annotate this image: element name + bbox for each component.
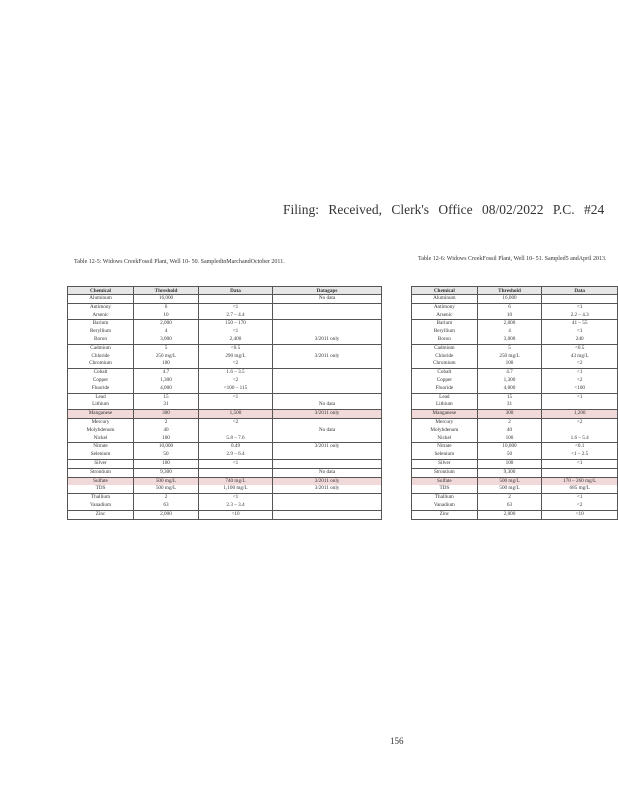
table-cell: Lithium xyxy=(68,401,134,409)
table-cell: Chromium xyxy=(412,360,478,368)
table-cell xyxy=(273,369,382,377)
table-row xyxy=(412,377,618,385)
table-row xyxy=(68,320,382,328)
table-row xyxy=(412,485,618,493)
table-row xyxy=(412,427,618,435)
table-row xyxy=(68,494,382,502)
table-cell: Nitrate xyxy=(412,443,478,451)
table-cell: 500 mg/L xyxy=(477,485,542,493)
table-cell: 240 xyxy=(542,336,618,344)
table-cell: Lithium xyxy=(412,401,478,409)
table-cell: <0.1 xyxy=(542,443,618,451)
table-cell: 4,000 xyxy=(477,385,542,393)
table-cell xyxy=(199,468,273,477)
table-cell: No data xyxy=(273,468,382,477)
table-cell: 4.7 xyxy=(477,369,542,377)
table-row xyxy=(68,353,382,361)
table-cell: 50 xyxy=(134,451,199,459)
table-cell: <10 xyxy=(199,510,273,519)
table-cell: <0.5 xyxy=(199,344,273,352)
table-cell: Aluminum xyxy=(412,295,478,304)
table-cell: 300 xyxy=(134,410,199,419)
table-cell: <1 xyxy=(542,303,618,311)
table-row xyxy=(412,510,618,519)
table-cell: 15 xyxy=(134,393,199,401)
table-header-row xyxy=(412,287,618,295)
table-cell: Selenium xyxy=(68,451,134,459)
table-row xyxy=(68,510,382,519)
table-cell: <2 xyxy=(542,502,618,510)
table-cell: Sulfate xyxy=(412,477,478,485)
table-cell: <2 xyxy=(542,360,618,368)
table-cell: <10 xyxy=(542,510,618,519)
table-cell: 40 xyxy=(134,427,199,435)
table-cell: <2 xyxy=(542,377,618,385)
table-cell: <1 xyxy=(542,369,618,377)
table-cell: 9,300 xyxy=(134,468,199,477)
table-cell: Nitrate xyxy=(68,443,134,451)
table-cell: Arsenic xyxy=(412,312,478,320)
table-cell: 1,300 xyxy=(477,377,542,385)
table-row xyxy=(412,303,618,311)
table-row xyxy=(68,312,382,320)
table-cell: Antimony xyxy=(412,303,478,311)
table-cell: <2 xyxy=(542,418,618,426)
table-cell: 2,000 xyxy=(477,320,542,328)
table-cell: 4,000 xyxy=(134,385,199,393)
table-cell: 2.2 – 4.3 xyxy=(542,312,618,320)
column-header: Threshold xyxy=(477,287,542,295)
table-cell: Silver xyxy=(68,459,134,468)
table-row xyxy=(412,295,618,304)
table-cell: 16,000 xyxy=(134,295,199,304)
table-row xyxy=(412,369,618,377)
table-row xyxy=(68,295,382,304)
table-cell: 100 xyxy=(477,435,542,443)
table-cell xyxy=(273,328,382,336)
table-cell: Copper xyxy=(68,377,134,385)
table-cell xyxy=(542,401,618,409)
table-cell: 3/2011 only xyxy=(273,485,382,493)
table-cell: 685 mg/L xyxy=(542,485,618,493)
table-cell: <1 – 2.5 xyxy=(542,451,618,459)
table-cell: 63 xyxy=(477,502,542,510)
table-cell: 10,000 xyxy=(477,443,542,451)
table-cell: <1 xyxy=(199,459,273,468)
column-header: Data xyxy=(199,287,273,295)
table-cell: 10 xyxy=(134,312,199,320)
table-cell: TDS xyxy=(412,485,478,493)
table-cell: Vanadium xyxy=(68,502,134,510)
table-cell xyxy=(273,303,382,311)
table-row xyxy=(68,410,382,419)
table-cell: Thallium xyxy=(68,494,134,502)
table-cell: 3/2011 only xyxy=(273,443,382,451)
table-cell: 100 xyxy=(477,459,542,468)
table-cell: 16,000 xyxy=(477,295,542,304)
table-cell: <1 xyxy=(542,459,618,468)
column-header: Data xyxy=(542,287,618,295)
table-row xyxy=(68,393,382,401)
table-cell xyxy=(542,468,618,477)
table-cell xyxy=(273,435,382,443)
table-cell: 4 xyxy=(134,328,199,336)
table-row xyxy=(68,477,382,485)
table-row xyxy=(412,385,618,393)
table-cell: Strontium xyxy=(412,468,478,477)
table-cell xyxy=(542,427,618,435)
table-cell xyxy=(273,385,382,393)
table-row xyxy=(412,477,618,485)
table-cell: Strontium xyxy=(68,468,134,477)
table-cell: No data xyxy=(273,401,382,409)
table-cell: 31 xyxy=(134,401,199,409)
table-12-6 xyxy=(411,286,618,520)
table-cell: Cobalt xyxy=(68,369,134,377)
table-cell xyxy=(273,360,382,368)
table-cell: 10,000 xyxy=(134,443,199,451)
table-cell: 43 mg/L xyxy=(542,353,618,361)
table-row xyxy=(68,435,382,443)
table-row xyxy=(68,377,382,385)
table-cell xyxy=(273,451,382,459)
table-cell: 3/2011 only xyxy=(273,477,382,485)
table-cell: Boron xyxy=(68,336,134,344)
table-cell: 5.8 – 7.6 xyxy=(199,435,273,443)
table-cell: <100 – 115 xyxy=(199,385,273,393)
table-cell: 1,100 mg/L xyxy=(199,485,273,493)
table-cell xyxy=(199,295,273,304)
table-cell: 40 xyxy=(477,427,542,435)
table-caption-12-5: Table 12-5: Widows CreekFossil Plant, Well 10- 50. SampledinMarchandOctober 2011. xyxy=(74,259,285,265)
table-row xyxy=(412,336,618,344)
table-cell: 9,300 xyxy=(477,468,542,477)
table-cell: Sulfate xyxy=(68,477,134,485)
table-cell: <2 xyxy=(199,360,273,368)
table-cell: 170 – 260 mg/L xyxy=(542,477,618,485)
table-cell: 41 – 55 xyxy=(542,320,618,328)
table-cell: 50 xyxy=(477,451,542,459)
table-cell xyxy=(273,502,382,510)
table-cell: Mercury xyxy=(68,418,134,426)
table-cell: 3/2011 only xyxy=(273,410,382,419)
table-cell: 15 xyxy=(477,393,542,401)
table-cell: 2.7 – 4.4 xyxy=(199,312,273,320)
table-row xyxy=(68,385,382,393)
table-cell: Manganese xyxy=(68,410,134,419)
column-header: Chemical xyxy=(68,287,134,295)
table-row xyxy=(412,418,618,426)
table-cell: <1 xyxy=(199,393,273,401)
table-cell: 5 xyxy=(477,344,542,352)
table-12-5 xyxy=(67,286,382,520)
table-cell: Nickel xyxy=(68,435,134,443)
table-cell: Molybdenum xyxy=(68,427,134,435)
table-cell: Manganese xyxy=(412,410,478,419)
table-cell xyxy=(273,320,382,328)
table-row xyxy=(68,459,382,468)
table-row xyxy=(412,502,618,510)
table-row xyxy=(412,353,618,361)
table-cell xyxy=(542,295,618,304)
table-cell: Fluoride xyxy=(68,385,134,393)
table-cell: 500 mg/L xyxy=(134,477,199,485)
table-cell: <1 xyxy=(542,494,618,502)
table-cell: 2 xyxy=(477,418,542,426)
table-cell: 1,500 xyxy=(199,410,273,419)
table-row xyxy=(68,427,382,435)
table-cell: Beryllium xyxy=(68,328,134,336)
table-cell: 3/2011 only xyxy=(273,353,382,361)
filing-header: Filing: Received, Clerk's Office 08/02/2022 P.C. #24 xyxy=(283,202,605,217)
table-row xyxy=(412,344,618,352)
table-cell: 2 xyxy=(134,418,199,426)
table-cell: <2 xyxy=(199,418,273,426)
table-cell: 250 mg/L xyxy=(134,353,199,361)
column-header: Datagaps xyxy=(273,287,382,295)
table-cell xyxy=(273,459,382,468)
table-cell: 3,000 xyxy=(477,336,542,344)
table-cell: Chromium xyxy=(68,360,134,368)
table-cell: 500 mg/L xyxy=(134,485,199,493)
table-cell: Selenium xyxy=(412,451,478,459)
table-cell: No data xyxy=(273,427,382,435)
table-cell: 3,000 xyxy=(134,336,199,344)
table-cell: Lead xyxy=(412,393,478,401)
table-cell: Antimony xyxy=(68,303,134,311)
table-cell: <2 xyxy=(199,377,273,385)
table-cell: Barium xyxy=(412,320,478,328)
table-cell: Boron xyxy=(412,336,478,344)
table-cell xyxy=(273,377,382,385)
table-row xyxy=(68,328,382,336)
table-cell: Arsenic xyxy=(68,312,134,320)
table-row xyxy=(68,502,382,510)
table-cell: <1 xyxy=(199,328,273,336)
table-cell: 1.6 – 5.4 xyxy=(542,435,618,443)
table-cell: Cadmium xyxy=(68,344,134,352)
table-cell: Copper xyxy=(412,377,478,385)
table-header-row xyxy=(68,287,382,295)
table-cell: 2,000 xyxy=(134,320,199,328)
table-cell: Lead xyxy=(68,393,134,401)
table-row xyxy=(412,360,618,368)
table-cell: 100 xyxy=(134,435,199,443)
table-cell xyxy=(273,418,382,426)
table-cell: 1.6 – 3.5 xyxy=(199,369,273,377)
table-row xyxy=(412,451,618,459)
table-cell xyxy=(273,494,382,502)
table-cell: 100 xyxy=(134,459,199,468)
table-cell: Chloride xyxy=(412,353,478,361)
table-cell: No data xyxy=(273,295,382,304)
table-cell: Molybdenum xyxy=(412,427,478,435)
table-row xyxy=(412,410,618,419)
table-row xyxy=(68,344,382,352)
table-row xyxy=(68,418,382,426)
table-row xyxy=(68,401,382,409)
table-row xyxy=(412,401,618,409)
table-cell: 300 xyxy=(477,410,542,419)
table-row xyxy=(68,369,382,377)
table-cell: 100 xyxy=(134,360,199,368)
table-cell: Nickel xyxy=(412,435,478,443)
column-header: Chemical xyxy=(412,287,478,295)
table-cell: <1 xyxy=(199,303,273,311)
table-cell: 250 mg/L xyxy=(477,353,542,361)
table-cell: TDS xyxy=(68,485,134,493)
table-cell: 1,300 xyxy=(134,377,199,385)
table-cell: 10 xyxy=(477,312,542,320)
table-row xyxy=(68,336,382,344)
table-cell xyxy=(273,393,382,401)
table-cell: 500 mg/L xyxy=(477,477,542,485)
table-cell: 0.49 xyxy=(199,443,273,451)
table-cell: 2,000 xyxy=(134,510,199,519)
table-row xyxy=(412,468,618,477)
table-cell: 6 xyxy=(477,303,542,311)
table-row xyxy=(412,312,618,320)
table-row xyxy=(412,494,618,502)
table-row xyxy=(68,468,382,477)
table-cell: Silver xyxy=(412,459,478,468)
table-cell: 1,200 xyxy=(542,410,618,419)
table-cell: 100 xyxy=(477,360,542,368)
table-cell: <1 xyxy=(542,328,618,336)
table-cell: 2,000 xyxy=(477,510,542,519)
table-cell: Zinc xyxy=(412,510,478,519)
table-cell: 2,400 xyxy=(199,336,273,344)
table-cell: Fluoride xyxy=(412,385,478,393)
table-row xyxy=(68,303,382,311)
column-header: Threshold xyxy=(134,287,199,295)
table-cell: 4.7 xyxy=(134,369,199,377)
table-cell: Cobalt xyxy=(412,369,478,377)
table-cell: 740 mg/L xyxy=(199,477,273,485)
table-cell: <100 xyxy=(542,385,618,393)
table-cell: Thallium xyxy=(412,494,478,502)
table-cell: 2 xyxy=(134,494,199,502)
table-cell xyxy=(273,344,382,352)
table-row xyxy=(412,393,618,401)
table-cell: 2 xyxy=(477,494,542,502)
table-row xyxy=(68,485,382,493)
table-cell: 290 mg/L xyxy=(199,353,273,361)
table-cell xyxy=(273,510,382,519)
table-row xyxy=(412,435,618,443)
table-cell xyxy=(199,401,273,409)
table-cell: 6 xyxy=(134,303,199,311)
table-cell xyxy=(273,312,382,320)
table-cell: <1 xyxy=(199,494,273,502)
table-row xyxy=(412,328,618,336)
table-row xyxy=(68,360,382,368)
table-cell: 2.3 – 3.4 xyxy=(199,502,273,510)
table-cell: 2.9 – 6.4 xyxy=(199,451,273,459)
table-cell: Chloride xyxy=(68,353,134,361)
table-cell: 63 xyxy=(134,502,199,510)
table-cell: 3/2011 only xyxy=(273,336,382,344)
table-cell: Aluminum xyxy=(68,295,134,304)
table-cell: 4 xyxy=(477,328,542,336)
table-cell: <1 xyxy=(542,393,618,401)
table-cell: 5 xyxy=(134,344,199,352)
table-row xyxy=(412,459,618,468)
table-caption-12-6: Table 12-6: Widows CreekFossil Plant, Well 10- 51. Sampled5 andApril 2013. xyxy=(418,256,607,262)
table-cell xyxy=(199,427,273,435)
table-row xyxy=(412,320,618,328)
table-cell: Mercury xyxy=(412,418,478,426)
table-row xyxy=(68,451,382,459)
table-cell: <0.5 xyxy=(542,344,618,352)
table-cell: Barium xyxy=(68,320,134,328)
table-cell: 31 xyxy=(477,401,542,409)
table-cell: 150 – 170 xyxy=(199,320,273,328)
table-row xyxy=(412,443,618,451)
table-cell: Zinc xyxy=(68,510,134,519)
table-cell: Vanadium xyxy=(412,502,478,510)
page-number: 156 xyxy=(390,736,404,746)
table-row xyxy=(68,443,382,451)
table-cell: Beryllium xyxy=(412,328,478,336)
table-cell: Cadmium xyxy=(412,344,478,352)
